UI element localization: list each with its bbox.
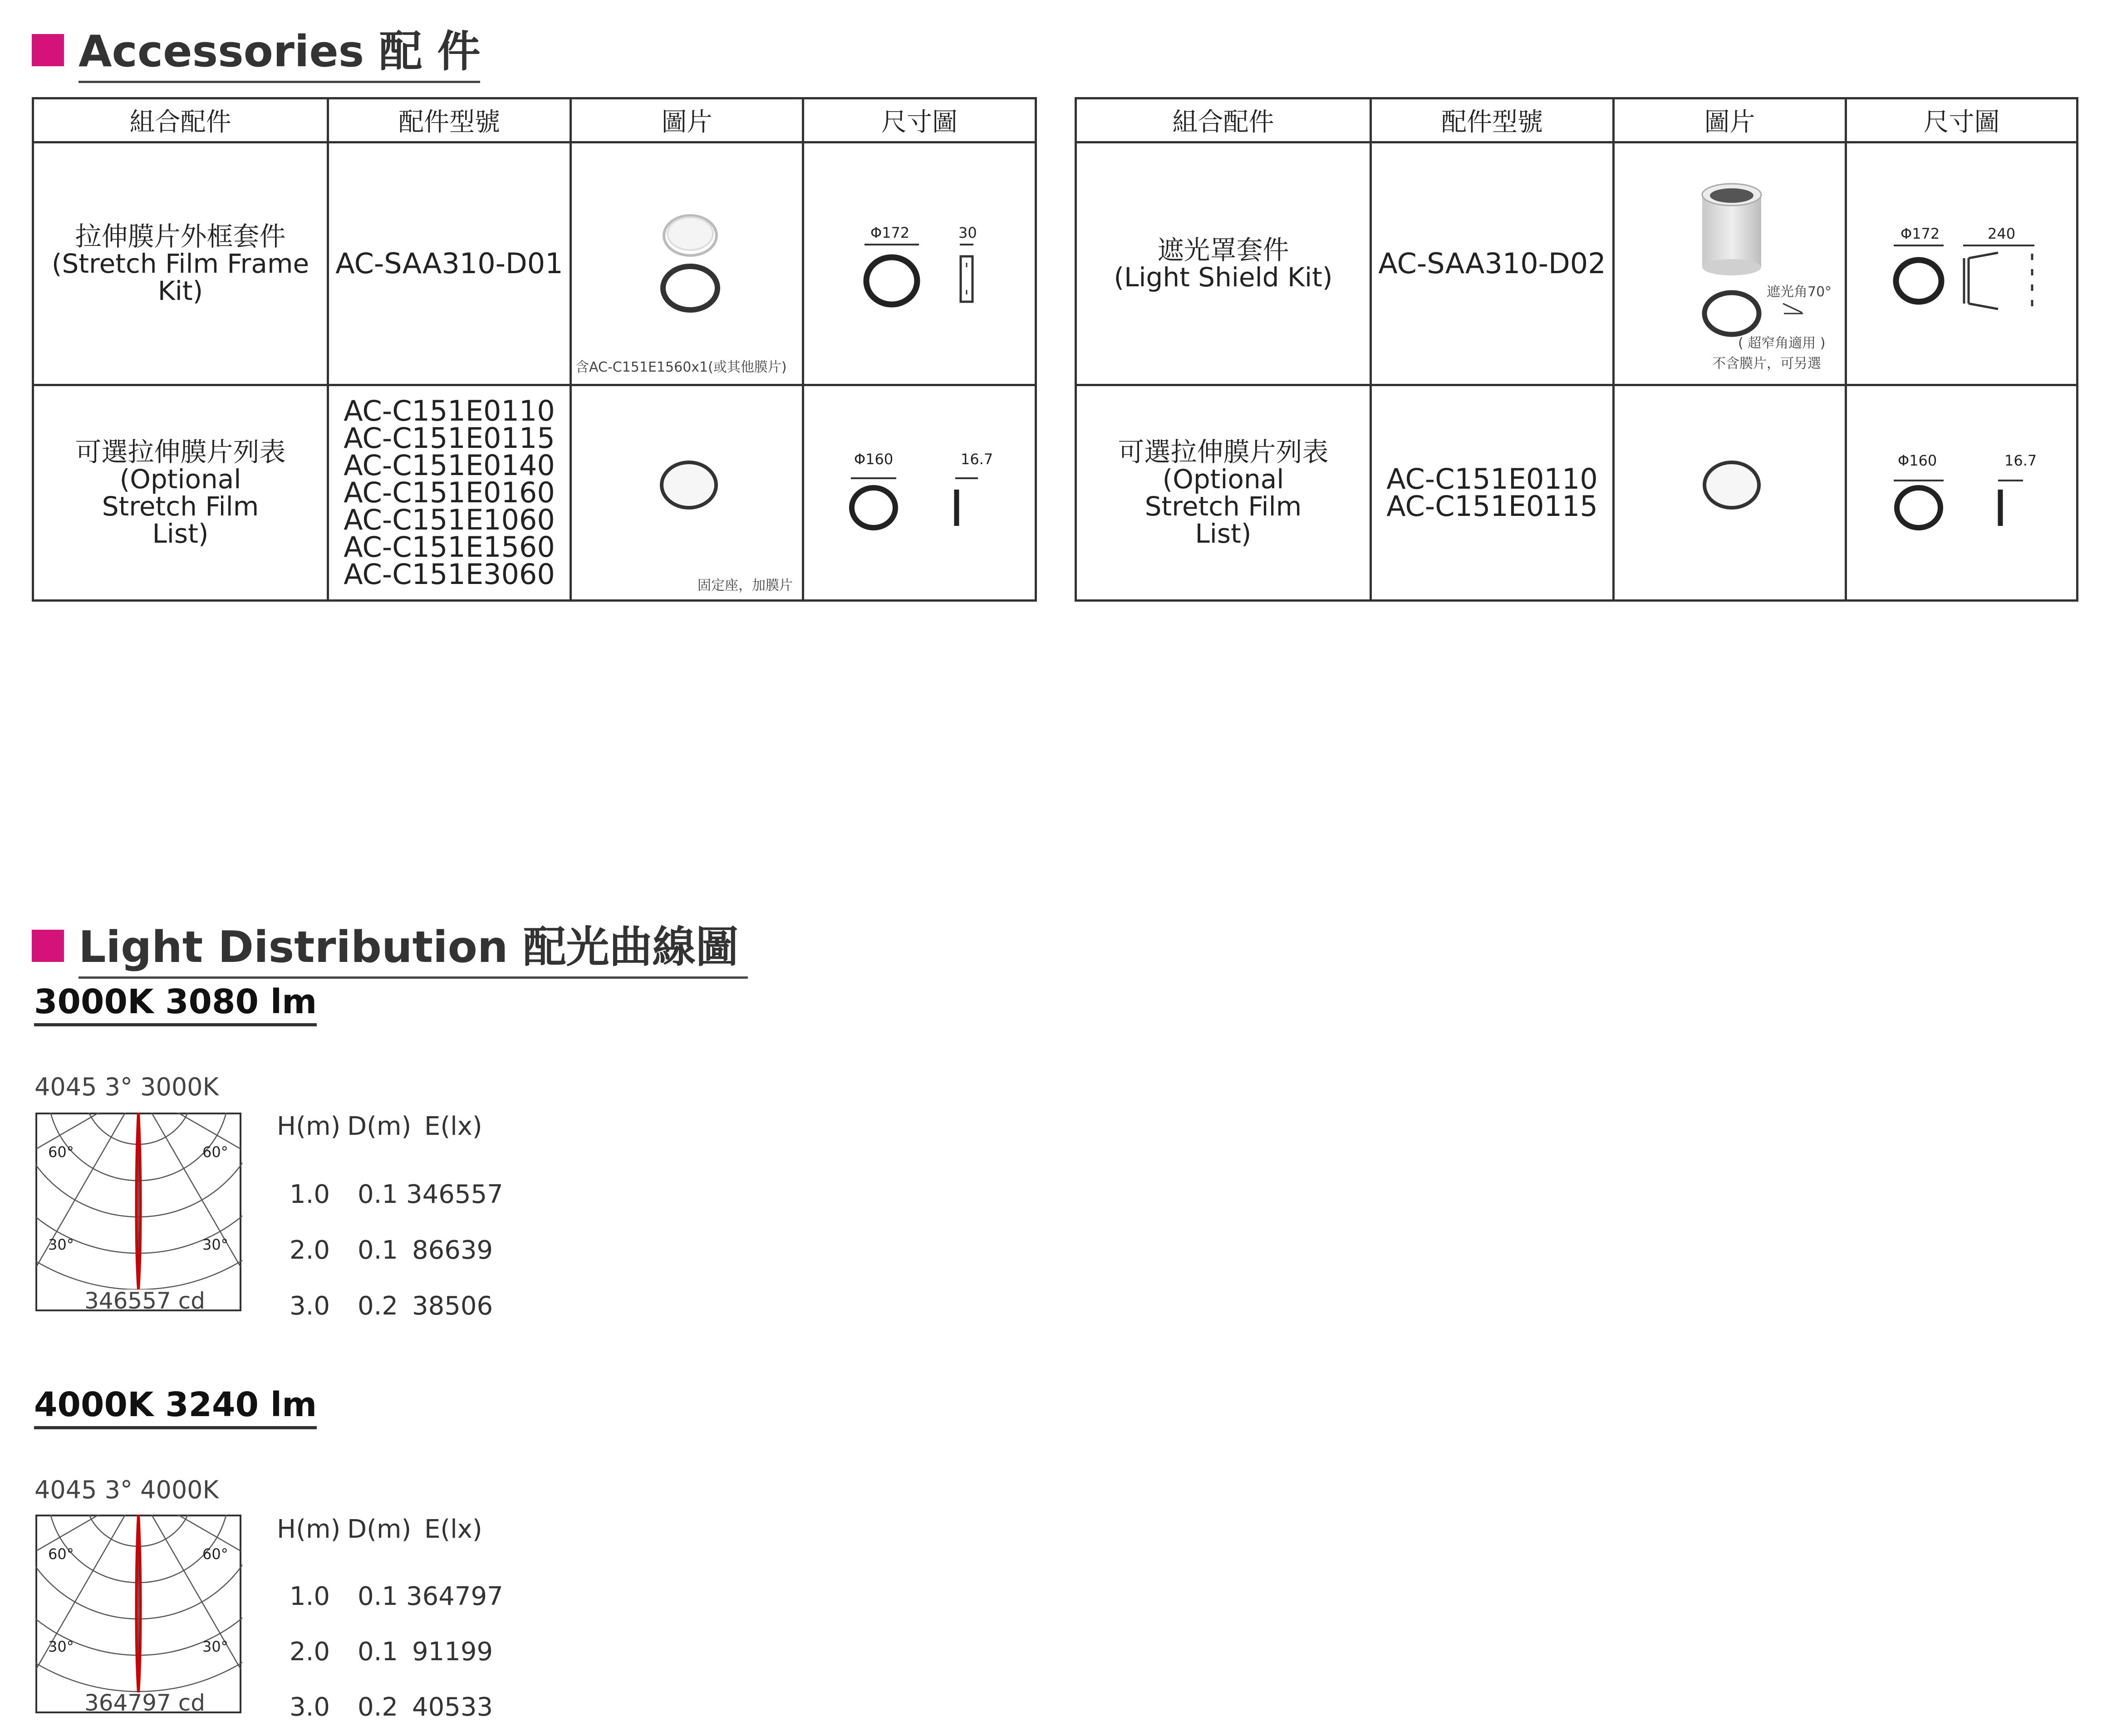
table-row bbox=[1076, 142, 2077, 385]
accessories-table-left bbox=[32, 97, 1037, 602]
image-cell bbox=[571, 385, 803, 601]
illuminance-table-4000k bbox=[277, 1515, 504, 1732]
dimension-cell bbox=[1846, 142, 2077, 385]
model-number: AC-C151E3060 bbox=[344, 558, 555, 591]
model-cell bbox=[1371, 142, 1614, 385]
cell-illuminance: 40533 bbox=[412, 1692, 493, 1722]
col-header-illuminance: E(lx) bbox=[424, 1112, 482, 1141]
dim-label-diameter: Φ172 bbox=[1901, 225, 1940, 242]
frame-kit-dimension-drawing bbox=[805, 145, 1035, 383]
image-note: 含AC-C151E1560x1(或其他膜片) bbox=[575, 359, 787, 375]
kit-name-en: (Optional Stretch Film List) bbox=[1144, 464, 1302, 549]
model-number: AC-C151E0115 bbox=[1386, 490, 1598, 523]
film-image bbox=[573, 387, 800, 598]
angle-label-30-right: 30° bbox=[202, 1236, 228, 1253]
cell-height: 1.0 bbox=[290, 1582, 330, 1611]
light-distribution-title: Light Distribution 配光曲線圖 bbox=[79, 913, 748, 979]
frame-kit-image bbox=[573, 145, 800, 383]
col-header-height: H(m) bbox=[277, 1515, 341, 1544]
peak-intensity-label: 364797 cd bbox=[84, 1690, 205, 1716]
angle-label-30-right: 30° bbox=[202, 1638, 228, 1655]
shield-angle-label: 遮光角70° bbox=[1767, 284, 1832, 300]
section-marker-icon bbox=[32, 930, 64, 962]
model-number: AC-C151E0115 bbox=[344, 422, 555, 455]
polar-chart-4000k bbox=[35, 1515, 242, 1716]
polar-chart-title: 4045 3° 4000K bbox=[34, 1476, 219, 1504]
cell-distance: 0.1 bbox=[358, 1236, 398, 1265]
header-dimension: 尺寸圖 bbox=[803, 98, 1036, 142]
cell-illuminance: 91199 bbox=[412, 1637, 493, 1667]
kit-name-en: (Stretch Film Frame Kit) bbox=[51, 248, 309, 306]
cell-distance: 0.2 bbox=[358, 1291, 398, 1321]
angle-label-60-right: 60° bbox=[202, 1545, 228, 1563]
cell-distance: 0.2 bbox=[358, 1692, 398, 1722]
dim-label-height: 30 bbox=[958, 224, 977, 241]
cell-height: 2.0 bbox=[290, 1637, 330, 1667]
header-dimension: 尺寸圖 bbox=[1846, 98, 2077, 142]
cell-height: 1.0 bbox=[290, 1180, 330, 1209]
model-number: AC-C151E1060 bbox=[344, 503, 555, 536]
dim-label-diameter: Φ160 bbox=[854, 451, 894, 468]
illuminance-table-3000k bbox=[277, 1112, 504, 1329]
section-heading-4000k: 4000K 3240 lm bbox=[34, 1385, 317, 1429]
shield-usage-label: ( 超窄角適用 ) bbox=[1738, 335, 1826, 351]
peak-intensity-label: 346557 cd bbox=[84, 1288, 205, 1314]
dim-label-diameter: Φ172 bbox=[870, 224, 910, 241]
col-header-illuminance: E(lx) bbox=[424, 1515, 482, 1544]
polar-chart-3000k bbox=[35, 1113, 242, 1314]
model-cell bbox=[328, 385, 571, 601]
header-image: 圖片 bbox=[571, 98, 803, 142]
film-dimension-drawing bbox=[805, 387, 1035, 598]
dim-label-length: 240 bbox=[1988, 225, 2016, 242]
section-heading-3000k: 3000K 3080 lm bbox=[34, 982, 317, 1026]
kit-name-zh: 拉伸膜片外框套件 bbox=[75, 221, 286, 252]
kit-name-en: (Light Shield Kit) bbox=[1114, 262, 1333, 293]
table-header-row bbox=[1076, 98, 2077, 142]
dim-label-height: 16.7 bbox=[961, 451, 993, 468]
header-model: 配件型號 bbox=[328, 98, 571, 142]
model-cell bbox=[328, 142, 571, 385]
kit-name-cell bbox=[33, 385, 328, 601]
image-cell bbox=[1614, 385, 1846, 601]
polar-diagram bbox=[35, 1113, 242, 1312]
image-note: 固定座，加膜片 bbox=[697, 578, 793, 593]
model-cell bbox=[1371, 385, 1614, 601]
light-shield-dimension-drawing bbox=[1848, 145, 2077, 383]
image-cell bbox=[571, 142, 803, 385]
polar-diagram bbox=[35, 1515, 242, 1714]
header-image: 圖片 bbox=[1614, 98, 1846, 142]
accessories-table-right bbox=[1075, 97, 2078, 602]
col-header-distance: D(m) bbox=[347, 1515, 412, 1544]
light-distribution-heading bbox=[32, 913, 748, 979]
angle-label-30-left: 30° bbox=[48, 1236, 74, 1253]
col-header-distance: D(m) bbox=[347, 1112, 412, 1141]
header-kit: 組合配件 bbox=[1076, 98, 1371, 142]
dimension-cell bbox=[1846, 385, 2077, 601]
model-number: AC-C151E0110 bbox=[344, 394, 555, 427]
polar-chart-title: 4045 3° 3000K bbox=[34, 1073, 219, 1101]
kit-name-zh: 可選拉伸膜片列表 bbox=[1118, 436, 1329, 467]
cell-height: 3.0 bbox=[290, 1692, 330, 1722]
angle-label-30-left: 30° bbox=[48, 1638, 74, 1655]
model-number: AC-SAA310-D01 bbox=[335, 247, 563, 280]
col-header-height: H(m) bbox=[277, 1112, 341, 1141]
angle-label-60-left: 60° bbox=[48, 1143, 74, 1161]
dim-label-height: 16.7 bbox=[2004, 452, 2037, 469]
kit-name-zh: 遮光罩套件 bbox=[1157, 235, 1289, 265]
cell-illuminance: 86639 bbox=[412, 1236, 493, 1265]
shield-note-label: 不含膜片，可另選 bbox=[1712, 356, 1821, 372]
header-model: 配件型號 bbox=[1371, 98, 1614, 142]
table-row bbox=[1076, 385, 2077, 601]
cell-distance: 0.1 bbox=[358, 1637, 398, 1667]
cell-height: 2.0 bbox=[290, 1236, 330, 1265]
table-row bbox=[33, 385, 1036, 601]
kit-name-zh: 可選拉伸膜片列表 bbox=[75, 436, 286, 467]
kit-name-cell bbox=[1076, 142, 1371, 385]
kit-name-cell bbox=[33, 142, 328, 385]
accessories-heading bbox=[32, 17, 480, 83]
kit-name-en: (Optional Stretch Film List) bbox=[102, 464, 259, 549]
model-number: AC-C151E0140 bbox=[344, 449, 555, 482]
table-row bbox=[33, 142, 1036, 385]
cell-distance: 0.1 bbox=[358, 1180, 398, 1209]
cell-illuminance: 364797 bbox=[406, 1582, 503, 1611]
cell-illuminance: 346557 bbox=[406, 1180, 503, 1209]
model-number: AC-SAA310-D02 bbox=[1378, 247, 1606, 280]
header-kit: 組合配件 bbox=[33, 98, 328, 142]
dimension-cell bbox=[803, 142, 1036, 385]
film-dimension-drawing bbox=[1848, 387, 2077, 598]
dim-label-diameter: Φ160 bbox=[1898, 452, 1937, 469]
accessories-title: Accessories 配 件 bbox=[79, 17, 480, 83]
angle-label-60-right: 60° bbox=[202, 1143, 228, 1161]
section-marker-icon bbox=[32, 34, 64, 66]
angle-label-60-left: 60° bbox=[48, 1545, 74, 1563]
kit-name-cell bbox=[1076, 385, 1371, 601]
model-number: AC-C151E1560 bbox=[344, 530, 555, 564]
image-cell bbox=[1614, 142, 1846, 385]
cell-illuminance: 38506 bbox=[412, 1291, 493, 1321]
cell-height: 3.0 bbox=[290, 1291, 330, 1321]
model-number: AC-C151E0160 bbox=[344, 476, 555, 509]
table-header-row bbox=[33, 98, 1036, 142]
cell-distance: 0.1 bbox=[358, 1582, 398, 1611]
model-number: AC-C151E0110 bbox=[1386, 462, 1598, 495]
dimension-cell bbox=[803, 385, 1036, 601]
film-image bbox=[1616, 387, 1843, 598]
